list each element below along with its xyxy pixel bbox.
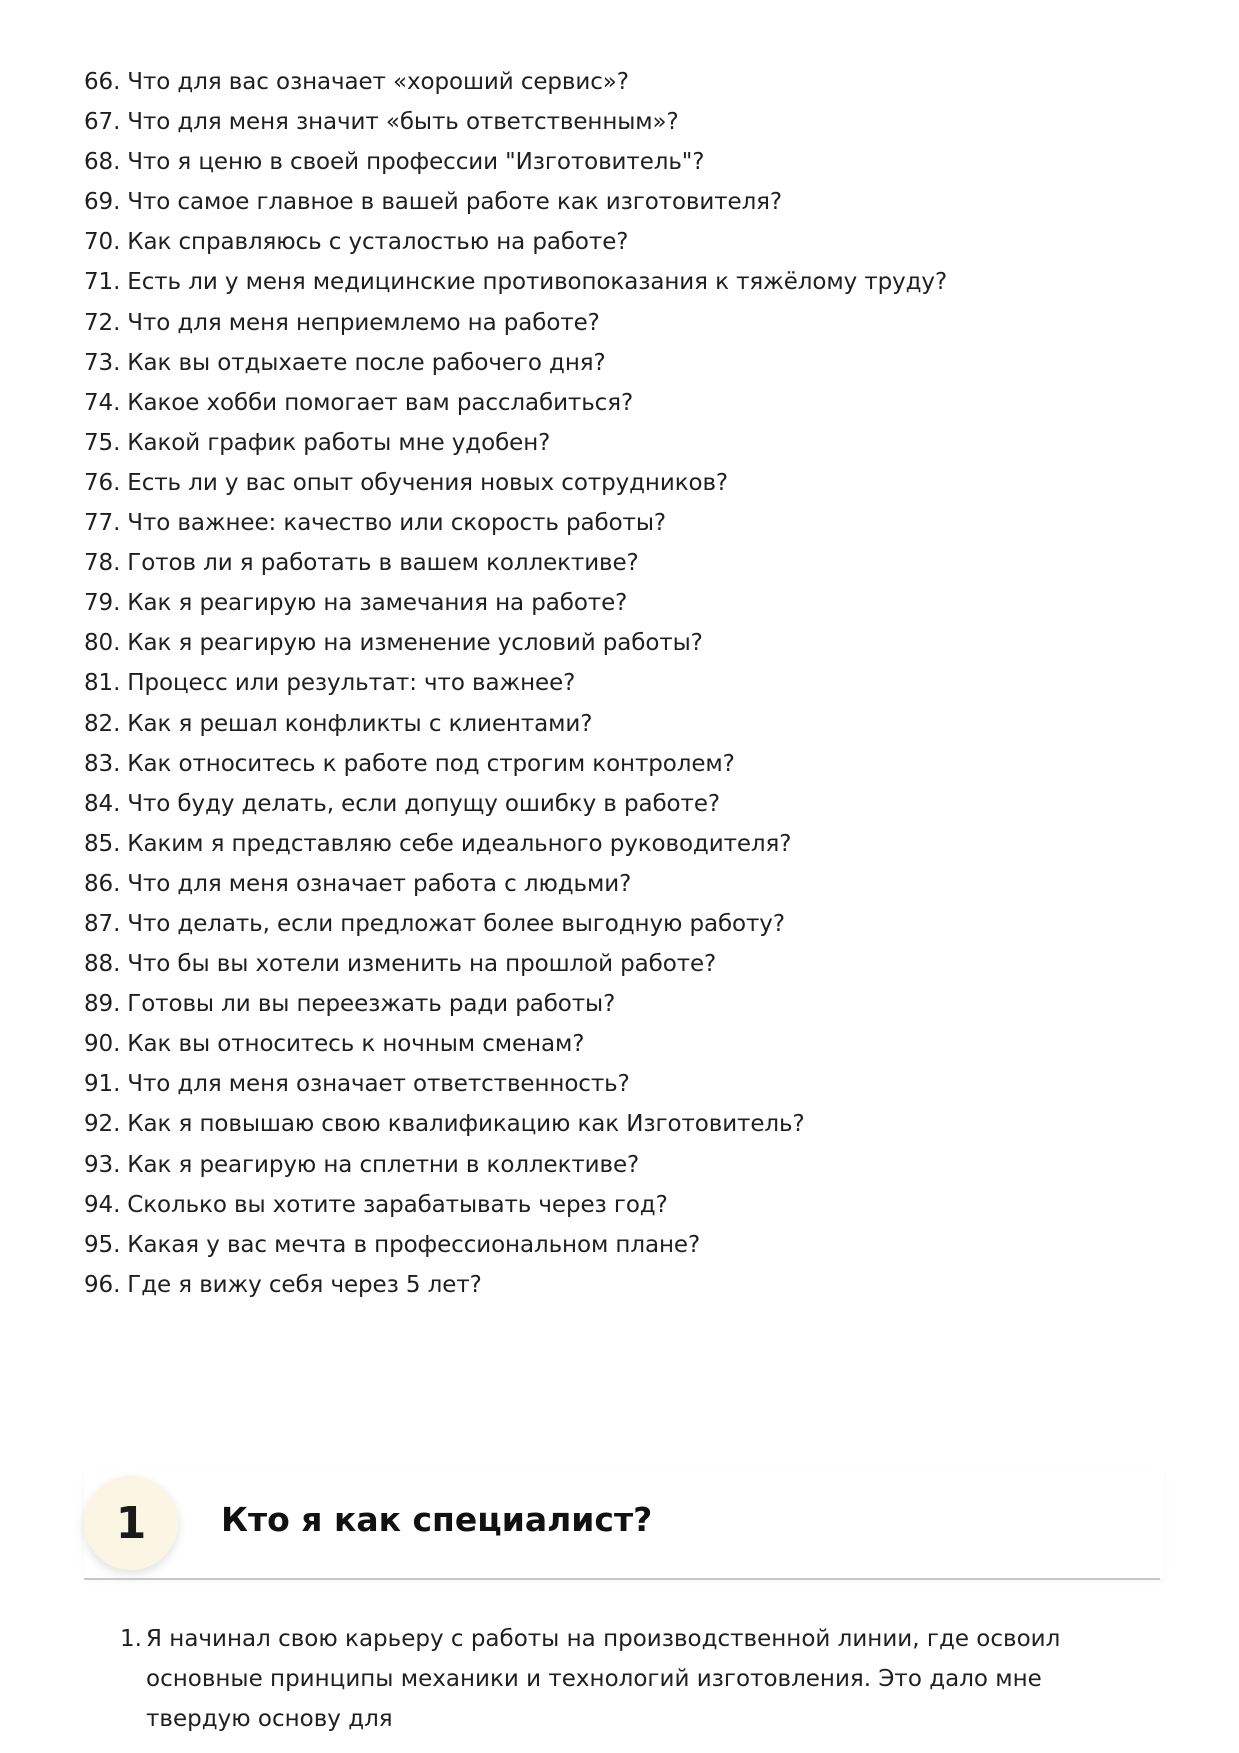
item-number: 76.	[84, 469, 121, 496]
list-item	[84, 1265, 1164, 1305]
item-number: 71.	[84, 269, 121, 296]
item-number: 68.	[84, 149, 121, 176]
list-item	[84, 1185, 1164, 1225]
list-item	[84, 904, 1164, 944]
item-text: Каким я представляю себе идеального руководителя?	[127, 830, 792, 857]
item-text: Что для меня означает работа с людьми?	[127, 870, 632, 897]
item-text: Как я реагирую на сплетни в коллективе?	[127, 1151, 640, 1178]
item-number: 88.	[84, 951, 121, 978]
item-text: Что бы вы хотели изменить на прошлой работе?	[127, 951, 717, 978]
item-text: Есть ли у меня медицинские противопоказания к тяжёлому труду?	[127, 269, 948, 296]
item-number: 91.	[84, 1071, 121, 1098]
item-number: 95.	[84, 1231, 121, 1258]
section-header	[84, 1470, 1164, 1578]
list-item	[84, 262, 1164, 302]
list-item	[84, 503, 1164, 543]
list-item	[84, 343, 1164, 383]
list-item	[84, 62, 1164, 102]
item-text: Как я реагирую на замечания на работе?	[127, 590, 628, 617]
list-item	[84, 583, 1164, 623]
list-item	[84, 784, 1164, 824]
list-item	[84, 984, 1164, 1024]
list-item	[84, 824, 1164, 864]
item-text: Как справляюсь с усталостью на работе?	[127, 229, 629, 256]
section-divider	[84, 1578, 1160, 1580]
item-text: Какое хобби помогает вам расслабиться?	[127, 389, 634, 416]
item-number: 66.	[84, 69, 121, 95]
item-number: 74.	[84, 389, 121, 416]
section-title: Кто я как специалист?	[221, 1500, 653, 1539]
item-number: 78.	[84, 550, 121, 577]
item-number: 79.	[84, 590, 121, 617]
list-item	[84, 383, 1164, 423]
list-item	[120, 1619, 1150, 1739]
list-item	[84, 663, 1164, 703]
list-item	[84, 1104, 1164, 1144]
item-text: Как я реагирую на изменение условий работы?	[127, 630, 703, 657]
item-number: 87.	[84, 910, 121, 937]
list-item	[84, 142, 1164, 182]
section-number-badge: 1	[84, 1476, 178, 1570]
item-number: 80.	[84, 630, 121, 657]
item-number: 96.	[84, 1271, 121, 1298]
item-number: 85.	[84, 830, 121, 857]
item-number: 94.	[84, 1191, 121, 1218]
item-text: Какая у вас мечта в профессиональном плане?	[127, 1231, 701, 1258]
item-number: 72.	[84, 309, 121, 336]
list-item	[84, 182, 1164, 222]
item-text: Есть ли у вас опыт обучения новых сотрудников?	[127, 469, 729, 496]
list-item	[84, 944, 1164, 984]
item-number: 70.	[84, 229, 121, 256]
item-text: Что для меня значит «быть ответственным»?	[127, 109, 679, 136]
item-number: 83.	[84, 750, 121, 777]
list-item	[84, 423, 1164, 463]
item-number: 73.	[84, 349, 121, 376]
item-text: Что буду делать, если допущу ошибку в работе?	[127, 790, 720, 817]
item-text: Я начинал свою карьеру с работы на производственной линии, где освоил основные принципы механики и технологий изготовления. Это дало мне твердую основу для	[146, 1626, 1061, 1732]
item-number: 92.	[84, 1111, 121, 1138]
item-number: 1.	[120, 1626, 142, 1652]
answer-list	[120, 1619, 1150, 1739]
item-text: Как я решал конфликты с клиентами?	[127, 710, 593, 737]
list-item	[84, 303, 1164, 343]
list-item	[84, 463, 1164, 503]
list-item	[84, 543, 1164, 583]
item-number: 75.	[84, 429, 121, 456]
list-item	[84, 704, 1164, 744]
item-text: Где я вижу себя через 5 лет?	[127, 1271, 482, 1298]
item-text: Что для меня неприемлемо на работе?	[127, 309, 600, 336]
item-number: 69.	[84, 189, 121, 216]
item-number: 67.	[84, 109, 121, 136]
item-number: 93.	[84, 1151, 121, 1178]
list-item	[84, 1225, 1164, 1265]
item-text: Какой график работы мне удобен?	[127, 429, 551, 456]
item-text: Что для меня означает ответственность?	[127, 1071, 630, 1098]
item-number: 77.	[84, 510, 121, 537]
list-item	[84, 1024, 1164, 1064]
item-text: Как я повышаю свою квалификацию как Изготовитель?	[127, 1111, 805, 1138]
item-number: 90.	[84, 1031, 121, 1058]
item-text: Как относитесь к работе под строгим контролем?	[127, 750, 735, 777]
item-number: 82.	[84, 710, 121, 737]
list-item	[84, 744, 1164, 784]
question-list	[84, 62, 1164, 1305]
list-item	[84, 1064, 1164, 1104]
item-text: Что самое главное в вашей работе как изготовителя?	[127, 189, 783, 216]
item-text: Как вы относитесь к ночным сменам?	[127, 1031, 585, 1058]
list-item	[84, 623, 1164, 663]
item-text: Процесс или результат: что важнее?	[127, 670, 576, 697]
list-item	[84, 1145, 1164, 1185]
item-text: Готов ли я работать в вашем коллективе?	[127, 550, 639, 577]
item-number: 86.	[84, 870, 121, 897]
item-number: 84.	[84, 790, 121, 817]
list-item	[84, 222, 1164, 262]
item-text: Готовы ли вы переезжать ради работы?	[127, 991, 616, 1018]
item-text: Что делать, если предложат более выгодную работу?	[127, 910, 785, 937]
item-text: Как вы отдыхаете после рабочего дня?	[127, 349, 606, 376]
item-text: Что я ценю в своей профессии "Изготовитель"?	[127, 149, 705, 176]
list-item	[84, 864, 1164, 904]
item-text: Сколько вы хотите зарабатывать через год?	[127, 1191, 668, 1218]
item-text: Что важнее: качество или скорость работы?	[127, 510, 667, 537]
list-item	[84, 102, 1164, 142]
item-number: 81.	[84, 670, 121, 697]
item-number: 89.	[84, 991, 121, 1018]
item-text: Что для вас означает «хороший сервис»?	[127, 69, 629, 95]
